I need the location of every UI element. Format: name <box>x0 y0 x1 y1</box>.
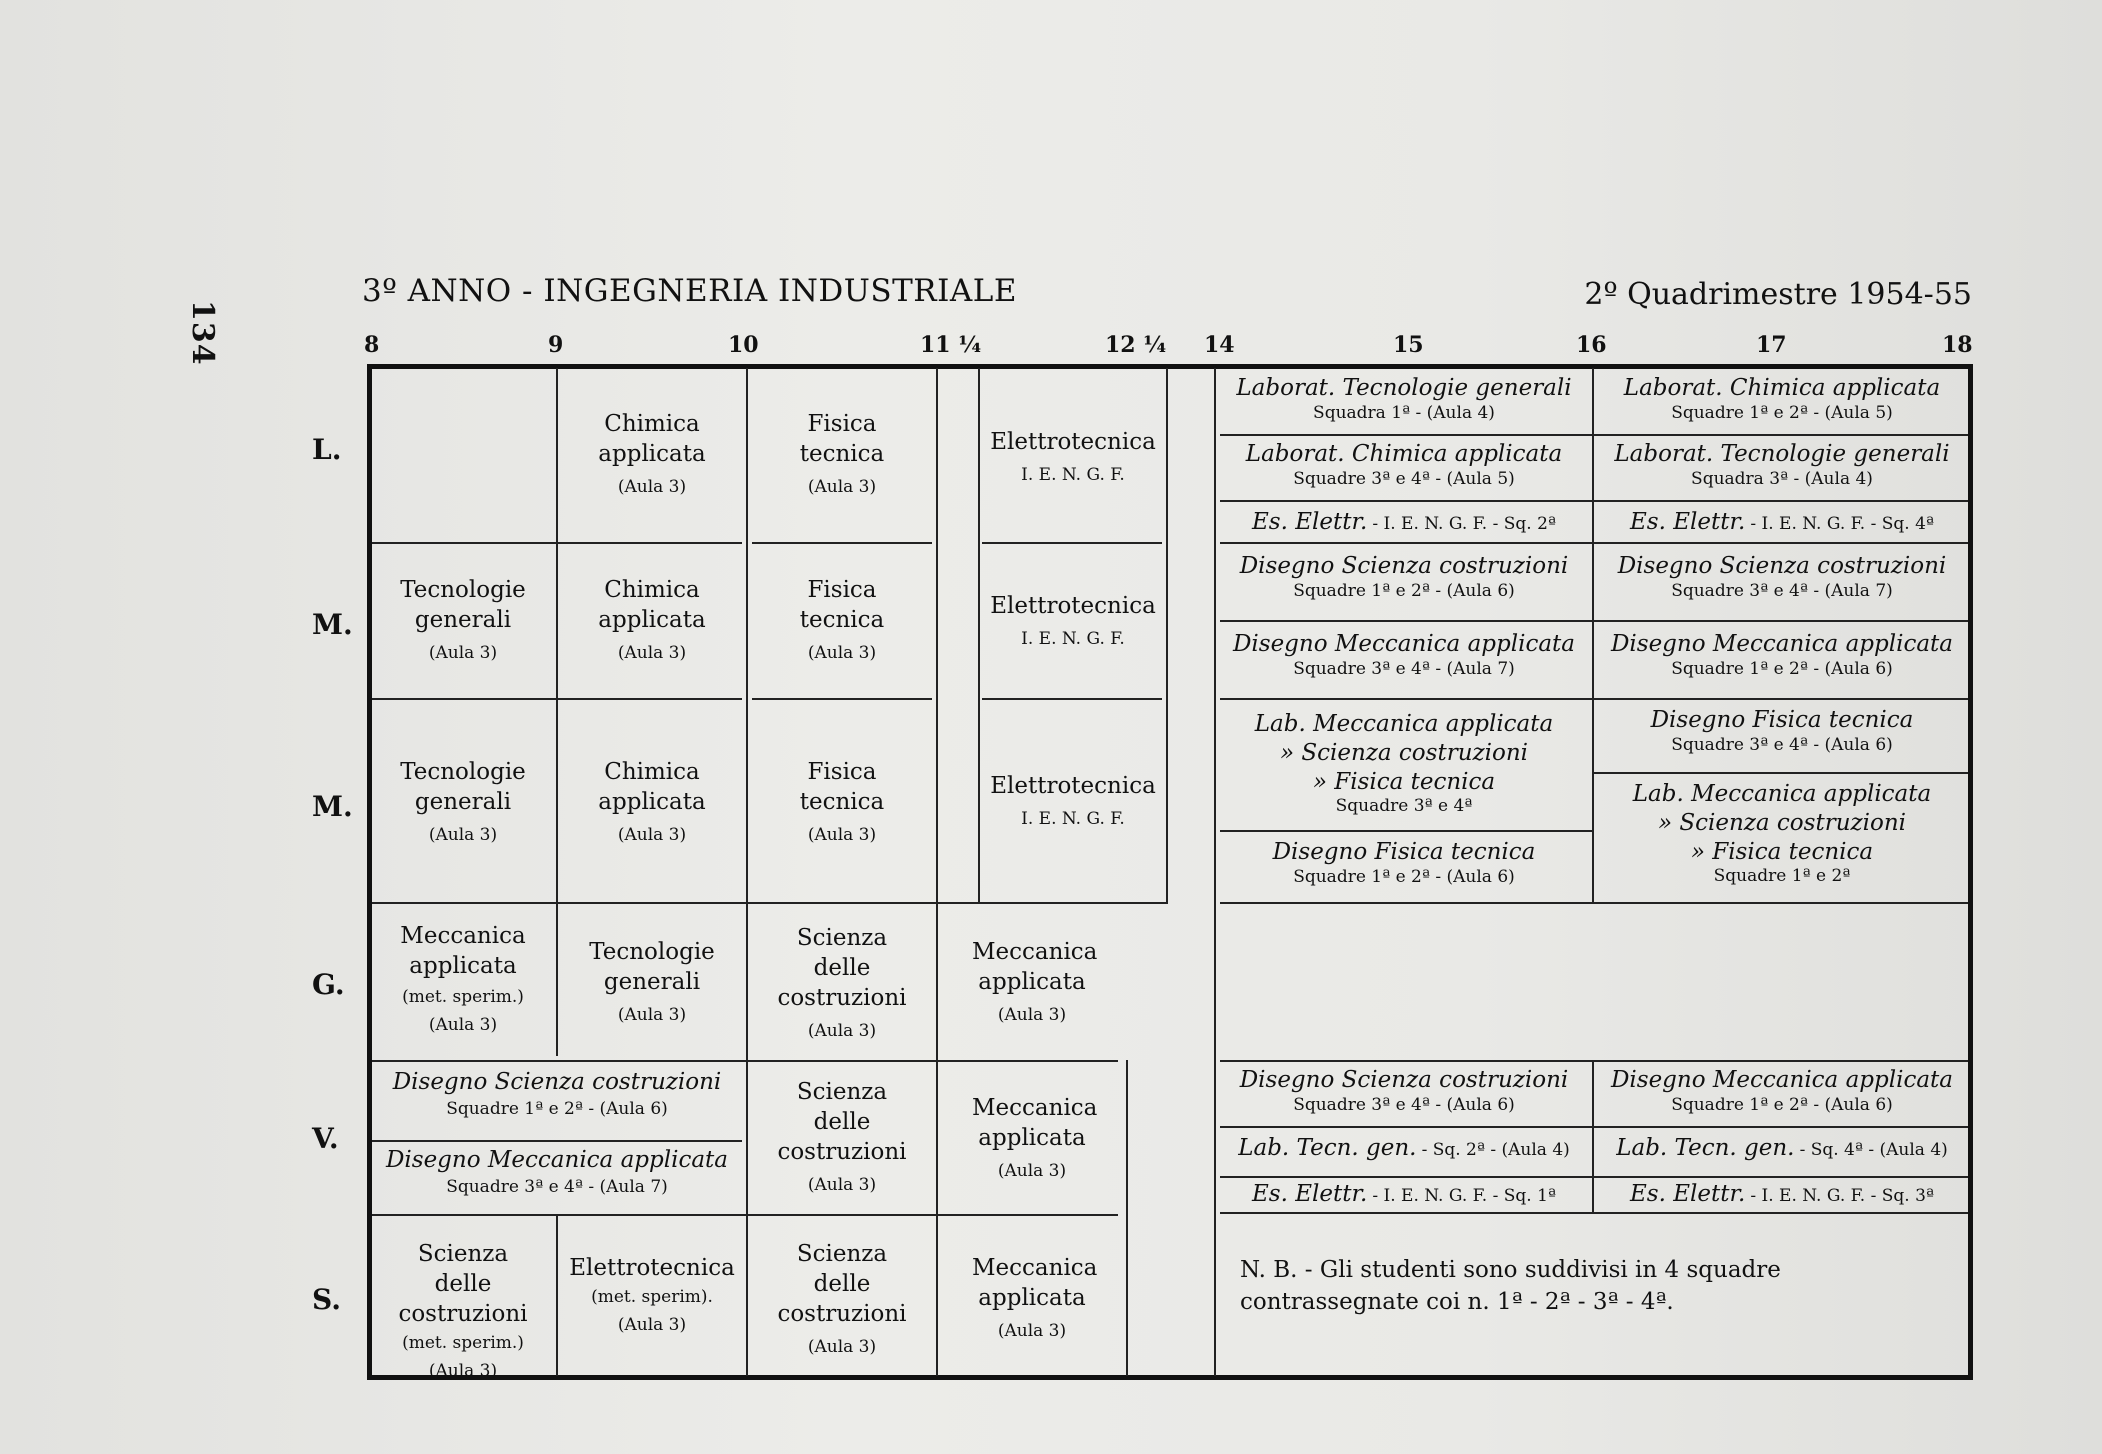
lesson-cell: Tecnologie generali (Aula 3) <box>589 939 715 1025</box>
afternoon-cell: Lab. Meccanica applicata » Scienza costruzioni » Fisica tecnica Squadre 1ª e 2ª <box>1632 781 1932 887</box>
lesson-cell: Meccanica applicata (Aula 3) <box>972 1095 1098 1181</box>
footnote: N. B. - Gli studenti sono suddivisi in 4 squadre contrassegnate coi n. 1ª - 2ª - 3ª - 4ª. <box>1240 1257 1781 1316</box>
day-label-wednesday: M. <box>312 790 353 823</box>
afternoon-cell: Disegno Meccanica applicata Squadre 1ª e 2ª - (Aula 6) <box>1610 1067 1954 1115</box>
day-label-monday: L. <box>312 433 342 466</box>
lesson-cell: Disegno Scienza costruzioni Squadre 1ª e 2ª - (Aula 6) <box>392 1069 722 1119</box>
lesson-cell: Tecnologie generali (Aula 3) <box>400 577 526 663</box>
hour-label: 9 <box>548 332 564 358</box>
hour-label: 12 ¼ <box>1105 332 1167 358</box>
lesson-cell: Meccanica applicata (met. sperim.) (Aula 3) <box>400 923 526 1035</box>
afternoon-cell: Laborat. Chimica applicata Squadre 3ª e 4ª - (Aula 5) <box>1245 441 1563 489</box>
afternoon-cell: Disegno Meccanica applicata Squadre 3ª e 4ª - (Aula 7) <box>1232 631 1576 679</box>
lesson-cell: Disegno Meccanica applicata Squadre 3ª e 4ª - (Aula 7) <box>385 1147 729 1197</box>
lesson-cell: Elettrotecnica I. E. N. G. F. <box>990 429 1156 485</box>
lesson-cell: Scienza delle costruzioni (met. sperim.) (Aula 3) <box>398 1241 528 1381</box>
hour-label: 18 <box>1942 332 1973 358</box>
afternoon-cell: Laborat. Tecnologie generali Squadra 1ª - (Aula 4) <box>1236 375 1572 423</box>
afternoon-cell: Disegno Meccanica applicata Squadre 1ª e 2ª - (Aula 6) <box>1610 631 1954 679</box>
afternoon-cell: Laborat. Tecnologie generali Squadra 3ª - (Aula 4) <box>1614 441 1950 489</box>
afternoon-cell: Es. Elettr. - I. E. N. G. F. - Sq. 3ª <box>1630 1181 1934 1207</box>
afternoon-cell: Disegno Scienza costruzioni Squadre 3ª e 4ª - (Aula 6) <box>1239 1067 1569 1115</box>
lesson-cell: Elettrotecnica I. E. N. G. F. <box>990 593 1156 649</box>
afternoon-cell: Es. Elettr. - I. E. N. G. F. - Sq. 2ª <box>1252 509 1556 535</box>
lesson-cell: Chimica applicata (Aula 3) <box>598 411 706 497</box>
page-title: 3º ANNO - INGEGNERIA INDUSTRIALE <box>362 273 1017 309</box>
afternoon-cell: Es. Elettr. - I. E. N. G. F. - Sq. 1ª <box>1252 1181 1556 1207</box>
hour-label: 17 <box>1756 332 1787 358</box>
hour-label: 16 <box>1576 332 1607 358</box>
day-label-thursday: G. <box>312 968 345 1001</box>
period-label: 2º Quadrimestre 1954-55 <box>1584 277 1972 312</box>
day-label-tuesday: M. <box>312 608 353 641</box>
afternoon-cell: Lab. Tecn. gen. - Sq. 4ª - (Aula 4) <box>1616 1135 1948 1161</box>
lesson-cell: Chimica applicata (Aula 3) <box>598 577 706 663</box>
day-label-friday: V. <box>312 1122 339 1155</box>
hour-label: 11 ¼ <box>920 332 982 358</box>
page-number: 134 <box>185 300 220 366</box>
lesson-cell: Fisica tecnica (Aula 3) <box>799 411 885 497</box>
hour-label: 10 <box>728 332 759 358</box>
lesson-cell: Chimica applicata (Aula 3) <box>598 759 706 845</box>
lesson-cell: Scienza delle costruzioni (Aula 3) <box>777 1079 907 1195</box>
hour-label: 8 <box>364 332 380 358</box>
lesson-cell: Scienza delle costruzioni (Aula 3) <box>777 925 907 1041</box>
lesson-cell: Meccanica applicata (Aula 3) <box>972 1255 1098 1341</box>
afternoon-cell: Lab. Meccanica applicata » Scienza costruzioni » Fisica tecnica Squadre 3ª e 4ª <box>1254 711 1554 817</box>
lesson-cell: Fisica tecnica (Aula 3) <box>799 577 885 663</box>
lesson-cell: Fisica tecnica (Aula 3) <box>799 759 885 845</box>
afternoon-cell: Disegno Fisica tecnica Squadre 1ª e 2ª - (Aula 6) <box>1272 839 1536 887</box>
lesson-cell: Elettrotecnica (met. sperim). (Aula 3) <box>569 1255 735 1335</box>
afternoon-cell: Lab. Tecn. gen. - Sq. 2ª - (Aula 4) <box>1238 1135 1570 1161</box>
lesson-cell: Elettrotecnica I. E. N. G. F. <box>990 773 1156 829</box>
hour-label: 14 <box>1204 332 1235 358</box>
afternoon-cell: Laborat. Chimica applicata Squadre 1ª e 2ª - (Aula 5) <box>1623 375 1941 423</box>
hour-label: 15 <box>1393 332 1424 358</box>
lesson-cell: Scienza delle costruzioni (Aula 3) <box>777 1241 907 1357</box>
afternoon-cell: Disegno Fisica tecnica Squadre 3ª e 4ª - (Aula 6) <box>1650 707 1914 755</box>
afternoon-cell: Disegno Scienza costruzioni Squadre 3ª e 4ª - (Aula 7) <box>1617 553 1947 601</box>
lesson-cell: Meccanica applicata (Aula 3) <box>972 939 1098 1025</box>
lesson-cell: Tecnologie generali (Aula 3) <box>400 759 526 845</box>
afternoon-cell: Es. Elettr. - I. E. N. G. F. - Sq. 4ª <box>1630 509 1934 535</box>
afternoon-cell: Disegno Scienza costruzioni Squadre 1ª e 2ª - (Aula 6) <box>1239 553 1569 601</box>
day-label-saturday: S. <box>312 1283 341 1316</box>
